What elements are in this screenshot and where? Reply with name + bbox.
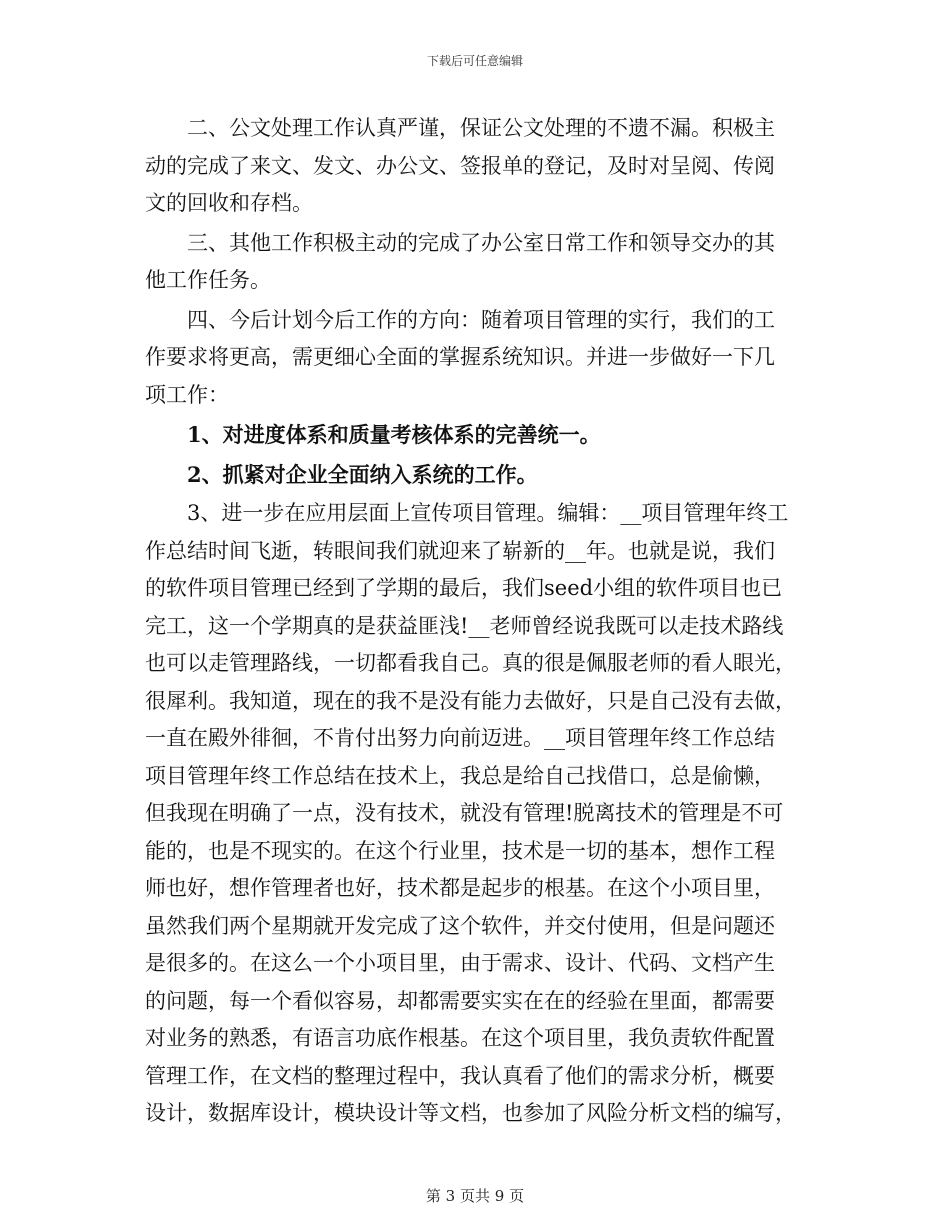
paragraph bbox=[145, 110, 810, 223]
bold-list-item bbox=[145, 456, 810, 494]
paragraph bbox=[145, 302, 810, 415]
document-body bbox=[145, 110, 810, 1135]
text-line: 但我现在明确了一点，没有技术，就没有管理!脱离技术的管理是不可 bbox=[145, 801, 784, 825]
text-line: 师也好，想作管理者也好，技术都是起步的根基。在这个小项目里， bbox=[145, 876, 775, 900]
text-line: 也可以走管理路线，一切都看我自己。真的很是佩服老师的看人眼光， bbox=[145, 651, 796, 675]
text-line: 2、抓紧对企业全面纳入系统的工作。 bbox=[187, 461, 538, 487]
text-line: 完工，这一个学期真的是获益匪浅!__老师曾经说我既可以走技术路线 bbox=[145, 613, 784, 638]
text-line: 1、对进度体系和质量考核体系的完善统一。 bbox=[187, 422, 601, 447]
paragraph bbox=[145, 495, 810, 1133]
text-line: 二、公文处理工作认真严谨，保证公文处理的不遗不漏。积极主 bbox=[187, 116, 775, 140]
text-line: 的问题，每一个看似容易，却都需要实实在在的经验在里面，都需要 bbox=[145, 988, 775, 1013]
paragraph bbox=[145, 225, 810, 300]
text-line: 很犀利。我知道，现在的我不是没有能力去做好，只是自己没有去做， bbox=[145, 688, 796, 713]
text-line: 虽然我们两个星期就开发完成了这个软件，并交付使用，但是问题还 bbox=[145, 913, 775, 938]
text-line: 四、今后计划今后工作的方向：随着项目管理的实行，我们的工 bbox=[187, 307, 775, 332]
text-line: 项工作： bbox=[145, 382, 229, 407]
text-line: 是很多的。在这么一个小项目里，由于需求、设计、代码、文档产生 bbox=[145, 951, 775, 975]
text-line: 3、进一步在应用层面上宣传项目管理。编辑：__项目管理年终工 bbox=[187, 501, 789, 525]
text-line: 他工作任务。 bbox=[145, 268, 271, 292]
text-line: 一直在殿外徘徊，不肯付出努力向前迈进。__项目管理年终工作总结 bbox=[145, 726, 775, 750]
text-line: 能的，也是不现实的。在这个行业里，技术是一切的基本，想作工程 bbox=[145, 838, 775, 863]
text-line: 动的完成了来文、发文、办公文、签报单的登记，及时对呈阅、传阅 bbox=[145, 153, 775, 178]
text-line: 对业务的熟悉，有语言功底作根基。在这个项目里，我负责软件配置 bbox=[145, 1026, 775, 1050]
page-number: 第 3 页共 9 页 bbox=[425, 1187, 525, 1205]
bold-list-item bbox=[145, 416, 810, 454]
text-line: 作总结时间飞逝，转眼间我们就迎来了崭新的__年。也就是说，我们 bbox=[145, 538, 775, 563]
text-line: 项目管理年终工作总结在技术上，我总是给自己找借口，总是偷懒， bbox=[145, 763, 775, 788]
text-line: 设计，数据库设计，模块设计等文档，也参加了风险分析文档的编写， bbox=[145, 1101, 796, 1125]
text-line: 三、其他工作积极主动的完成了办公室日常工作和领导交办的其 bbox=[187, 230, 775, 255]
text-line: 作要求将更高，需更细心全面的掌握系统知识。并进一步做好一下几 bbox=[145, 345, 775, 369]
text-line: 文的回收和存档。 bbox=[145, 191, 313, 215]
text-line: 的软件项目管理已经到了学期的最后，我们seed小组的软件项目也已 bbox=[145, 576, 783, 600]
text-line: 管理工作，在文档的整理过程中，我认真看了他们的需求分析，概要 bbox=[145, 1063, 775, 1088]
page-header-note: 下载后可任意编辑 bbox=[426, 54, 523, 68]
